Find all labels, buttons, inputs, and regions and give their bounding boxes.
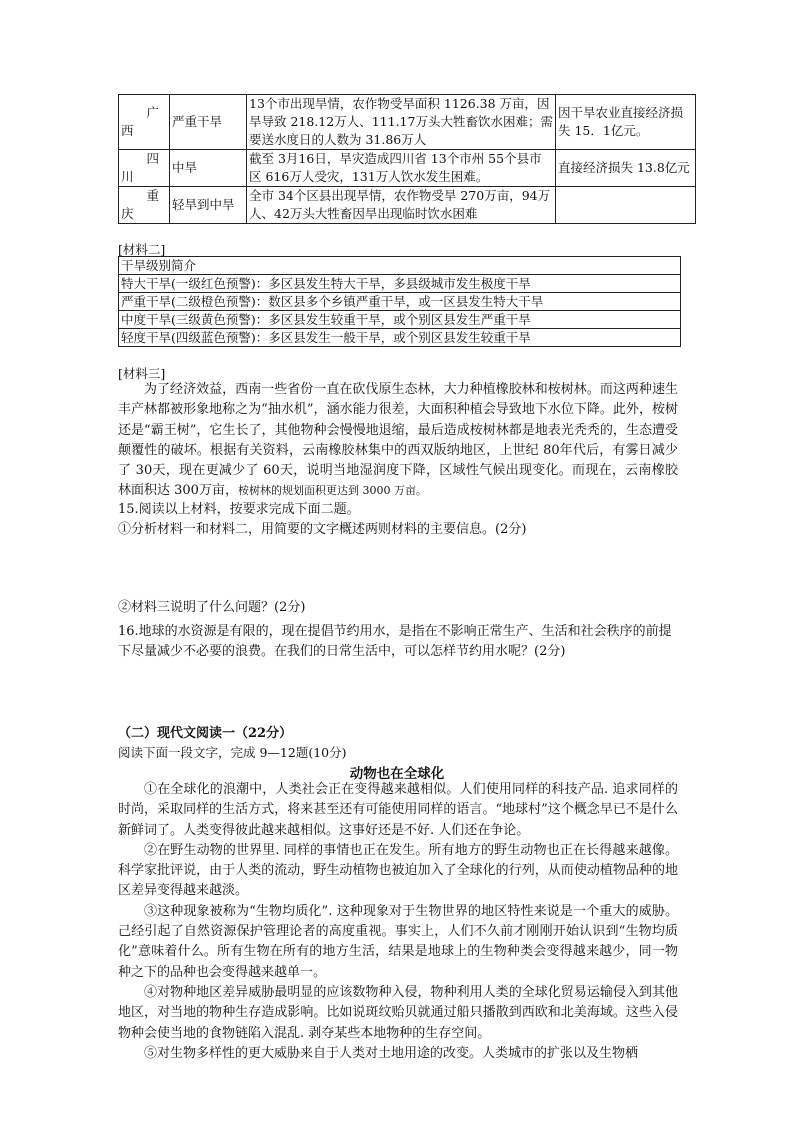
province-cell: 重 庆: [119, 187, 170, 224]
question-16: 16.地球的水资源是有限的，现在提倡节约用水，是指在不影响正常生产、生活和社会秩序的前提下尽量减少不必要的浪费。在我们的日常生活中，可以怎样节约用水呢？(2分): [118, 624, 672, 659]
province-cell: 四 川: [119, 150, 170, 187]
material3-main-text: 为了经济效益，西南一些省份一直在砍伐原生态林，大力种植橡胶林和桉树林。而这两种速生丰产林都被形象地称之为“抽水机”，涵水能力很差，大面积种植会导致地下水位下降。此外，桉树还是“霸王树”，它生长了，其他物种会慢慢地退缩，最后造成桉树林都是地表光秃秃的，生态遭受颠覆性的破坏。根据有关资料，云南橡胶林集中的西双版纳地区，上世纪 80年代后，有雾日减少了 30天，现在更减少了 60天，说明当地湿润度下降，区域性气候出现变化。而现在，云南橡胶林面积达 300万亩，: [118, 382, 678, 499]
table-row: [119, 329, 681, 347]
economic-loss-cell: [556, 187, 696, 224]
table-cell: 干旱级别简介: [119, 257, 681, 275]
question-part-a: ①分析材料一和材料二，用简要的文字概述两则材料的主要信息。(2分): [118, 522, 527, 537]
drought-level-cell: 严重干旱: [170, 95, 247, 150]
article-paragraph: ⑤对生物多样性的更大威胁来自于人类对土地用途的改变。人类城市的扩张以及生物栖: [144, 1045, 639, 1061]
drought-desc-cell: 截至 3月16日，旱灾造成四川省 13个市州 55个县市区 616万人受灾，131万人饮水发生困难。: [247, 150, 556, 187]
table-row: [119, 257, 681, 275]
article-paragraph: ①在全球化的浪潮中，人类社会正在变得越来越相似。人们使用同样的科技产品. 追求同样的时尚，采取同样的生活方式，将来甚至还有可能使用同样的语言。“地球村”这个概念早已不是什么新鲜词了。人类变得彼此越来越相似。这事好还是不好. 人们还在争论。: [118, 782, 678, 838]
question-title: 15.阅读以上材料，按要求完成下面二题。: [118, 502, 360, 517]
article-paragraph: ④对物种地区差异威胁最明显的应该数物种入侵，物种利用人类的全球化贸易运输侵入到其他地区，对当地的物种生存造成影响。比如说斑纹贻贝就通过船只播散到西欧和北美海域。这些入侵物种会使当地的食物链陷入混乱. 剥夺某些本地物种的生存空间。: [118, 984, 678, 1041]
material3-small-text: 桉树林的规划面积更达到 3000 万亩。: [237, 484, 427, 498]
economic-loss-cell: 因干旱农业直接经济损失 15．1亿元。: [556, 95, 696, 150]
article-paragraph: ③这种现象被称为“生物均质化”. 这种现象对于生物世界的地区特性来说是一个重大的威胁。己经引起了自然资源保护管理论者的高度重视。事实上，人们不久前才刚刚开始认识到“生物均质化”意味着什么。所有生物在所有的地方生活，结果是地球上的生物种类会变得越来越少，同一物种之下的品种也会变得越来越单一。: [118, 903, 678, 980]
drought-level-cell: 中旱: [170, 150, 247, 187]
table-cell: 严重干旱(二级橙色预警)：数区县多个乡镇严重干旱，或一区县发生特大干旱: [119, 293, 681, 311]
drought-level-table: [118, 256, 681, 347]
table-row: [119, 150, 696, 187]
table-row: [119, 293, 681, 311]
table-cell: 轻度干旱(四级蓝色预警)：多区县发生一般干旱，或个别区县发生较重干旱: [119, 329, 681, 347]
article-title: 动物也在全球化: [349, 766, 445, 782]
article-paragraph: ②在野生动物的世界里. 同样的事情也正在发生。所有地方的野生动物也正在长得越来越像。科学家批评说，由于人类的流动，野生动植物也被迫加入了全球化的行列，从而使动植物品种的地区差异变得越来越淡。: [118, 842, 678, 899]
drought-level-cell: 轻旱到中旱: [170, 187, 247, 224]
table-row: [119, 275, 681, 293]
material3-label: [材料三]: [118, 366, 166, 381]
economic-loss-cell: 直接经济损失 13.8亿元: [556, 150, 696, 187]
question-15: [118, 500, 678, 540]
table-row: [119, 187, 696, 224]
drought-desc-cell: 13个市出现旱情，农作物受旱面积 1126.38 万亩，因旱导致 218.12万人、111.17万头大牲畜饮水困难；需要送水度日的人数为 31.86万人: [247, 95, 556, 150]
table-row: [119, 311, 681, 329]
province-cell: 广 西: [119, 95, 170, 150]
drought-desc-cell: 全市 34个区县出现旱情，农作物受旱 270万亩，94万人、42万头大牲畜因旱出现临时饮水困难: [247, 187, 556, 224]
material2-label: [材料二]: [118, 242, 166, 257]
table-row: [119, 95, 696, 150]
material3-text: [118, 380, 678, 502]
drought-table: [118, 94, 696, 224]
section-title: （二）现代文阅读一（22分）: [118, 726, 293, 741]
question-part-b: ②材料三说明了什么问题？(2分): [118, 600, 306, 615]
table-cell: 中度干旱(三级黄色预警)：多区县发生较重干旱，或个别区县发生严重干旱: [119, 311, 681, 329]
table-cell: 特大干旱(一级红色预警)：多区县发生特大干旱，多县级城市发生极度干旱: [119, 275, 681, 293]
article-body: [118, 780, 678, 1064]
section-instruction: 阅读下面一段文字，完成 9—12题(10分): [118, 745, 347, 760]
